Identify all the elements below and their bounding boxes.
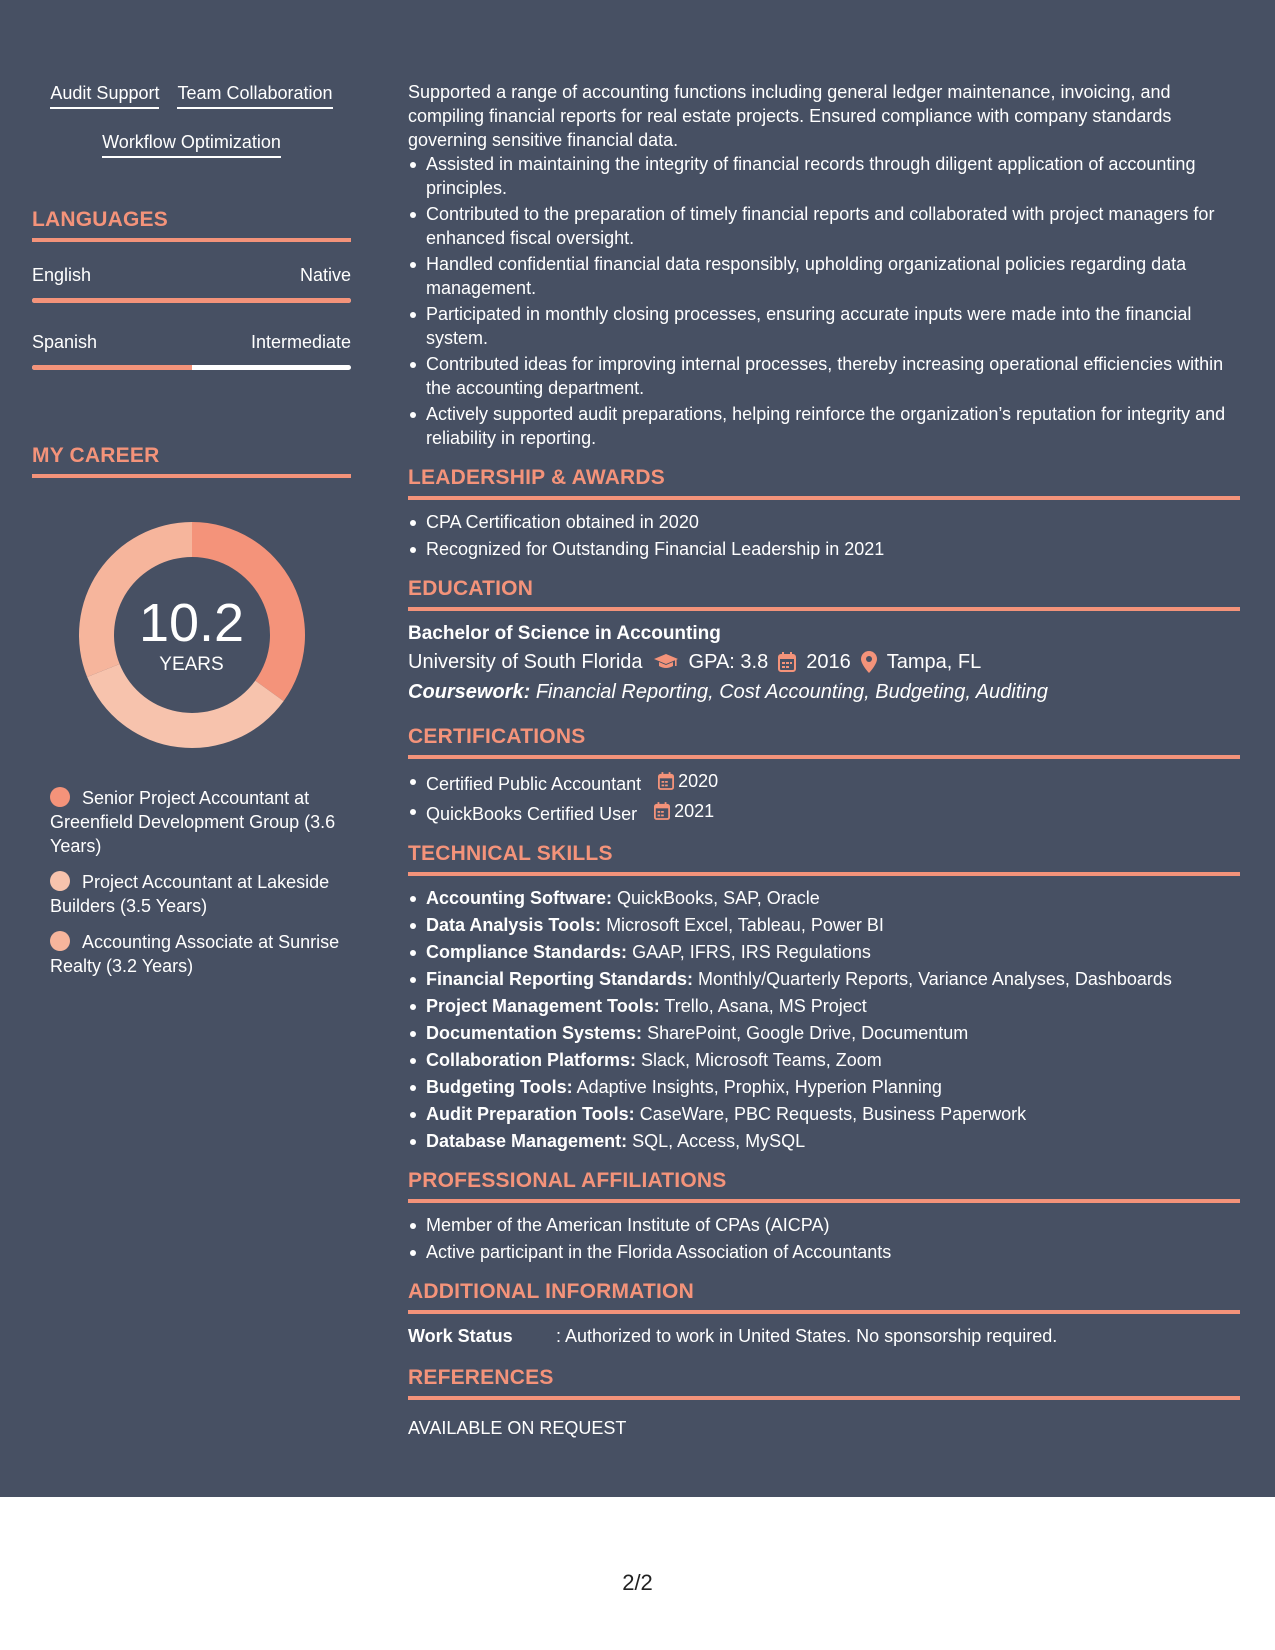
leadership-item: CPA Certification obtained in 2020 (408, 510, 1240, 534)
skill-item (408, 1129, 1240, 1153)
language-bar-fill (32, 298, 351, 303)
certification-name: QuickBooks Certified User (426, 804, 638, 824)
skill-value: SQL, Access, MySQL (632, 1131, 806, 1151)
section-title: TECHNICAL SKILLS (408, 842, 1240, 876)
language-level: Native (299, 265, 351, 285)
section-title: EDUCATION (408, 577, 1240, 611)
left-column (32, 82, 351, 990)
education-section (408, 577, 1240, 707)
certification-name: Certified Public Accountant (426, 774, 642, 794)
career-section (32, 444, 351, 978)
leadership-section (408, 466, 1240, 561)
calendar-icon (778, 652, 796, 672)
school-name: University of South Florida (408, 651, 643, 673)
career-total-years: 10.2 (138, 593, 245, 653)
language-name: English (32, 265, 92, 285)
experience-bullet: Assisted in maintaining the integrity of financial records through diligent application of accounting principles. (408, 152, 1240, 200)
section-title: PROFESSIONAL AFFILIATIONS (408, 1169, 1240, 1203)
experience-bullet: Actively supported audit preparations, helping reinforce the organization’s reputation for integrity and reliability in reporting. (408, 402, 1240, 450)
certifications-section (408, 725, 1240, 826)
skill-tag: Audit Support (50, 82, 159, 109)
work-status-label: Work Status (408, 1326, 513, 1346)
skill-value: SharePoint, Google Drive, Documentum (647, 1023, 969, 1043)
legend-dot (50, 787, 70, 807)
skill-label: Financial Reporting Standards: (426, 969, 694, 989)
section-title: LEADERSHIP & AWARDS (408, 466, 1240, 500)
experience-bullet: Contributed ideas for improving internal processes, thereby increasing operational efficiencies within the accounting department. (408, 352, 1240, 400)
skill-item (408, 1048, 1240, 1072)
skill-label: Budgeting Tools: (426, 1077, 573, 1097)
technical-skills-section (408, 842, 1240, 1153)
calendar-icon (654, 802, 670, 820)
references-text: AVAILABLE ON REQUEST (408, 1418, 627, 1438)
language-level: Intermediate (250, 332, 351, 352)
career-legend-item (50, 870, 351, 918)
skill-item (408, 994, 1240, 1018)
experience-bullet: Handled confidential financial data responsibly, upholding organizational policies regarding data management. (408, 252, 1240, 300)
career-donut-chart (77, 520, 307, 750)
references-section (408, 1366, 1240, 1440)
certification-item (408, 799, 1240, 826)
career-legend-item (50, 786, 351, 858)
skill-label: Documentation Systems: (426, 1023, 643, 1043)
right-column (408, 80, 1240, 1440)
career-legend-item (50, 930, 351, 978)
certification-item (408, 769, 1240, 796)
skill-item (408, 967, 1240, 991)
skill-label: Project Management Tools: (426, 996, 660, 1016)
graduation-year: 2016 (806, 651, 851, 673)
coursework-list: Financial Reporting, Cost Accounting, Budgeting, Auditing (535, 681, 1048, 703)
certification-year: 2020 (678, 771, 719, 791)
skill-value: CaseWare, PBC Requests, Business Paperwork (639, 1104, 1027, 1124)
work-status (408, 1324, 1240, 1348)
skill-item (408, 1021, 1240, 1045)
skill-value: QuickBooks, SAP, Oracle (617, 888, 820, 908)
skill-value: Trello, Asana, MS Project (664, 996, 867, 1016)
skill-label: Database Management: (426, 1131, 628, 1151)
section-title: MY CAREER (32, 444, 351, 478)
skill-value: Monthly/Quarterly Reports, Variance Analyses, Dashboards (698, 969, 1172, 989)
career-total-unit: YEARS (159, 654, 224, 675)
skill-tags (32, 82, 351, 158)
skill-value: GAAP, IFRS, IRS Regulations (632, 942, 871, 962)
coursework (408, 677, 1240, 707)
legend-dot (50, 931, 70, 951)
section-title: LANGUAGES (32, 208, 351, 242)
languages-section (32, 208, 351, 370)
language-name: Spanish (32, 332, 98, 352)
section-title: ADDITIONAL INFORMATION (408, 1280, 1240, 1314)
additional-info-section (408, 1280, 1240, 1348)
calendar-icon (658, 772, 674, 790)
skill-tag: Workflow Optimization (102, 131, 281, 158)
skill-label: Accounting Software: (426, 888, 613, 908)
language-item (32, 331, 351, 370)
section-title: CERTIFICATIONS (408, 725, 1240, 759)
gpa: GPA: 3.8 (688, 651, 769, 673)
affiliations-section (408, 1169, 1240, 1264)
skill-item (408, 886, 1240, 910)
location-pin-icon (861, 651, 877, 673)
skill-label: Collaboration Platforms: (426, 1050, 637, 1070)
language-bar-fill (32, 365, 192, 370)
legend-dot (50, 871, 70, 891)
career-role: Project Accountant at Lakeside Builders (3.5 Years) (50, 872, 330, 916)
experience-bullets (408, 152, 1240, 450)
career-role: Senior Project Accountant at Greenfield Development Group (3.6 Years) (50, 788, 336, 856)
affiliation-item: Active participant in the Florida Association of Accountants (408, 1240, 1240, 1264)
career-role: Accounting Associate at Sunrise Realty (3.2 Years) (50, 932, 340, 976)
skill-value: Adaptive Insights, Prophix, Hyperion Planning (576, 1077, 942, 1097)
degree-title: Bachelor of Science in Accounting (408, 623, 721, 644)
skill-item (408, 1075, 1240, 1099)
skill-label: Data Analysis Tools: (426, 915, 602, 935)
work-status-value: : Authorized to work in United States. No sponsorship required. (556, 1326, 1058, 1346)
skill-label: Audit Preparation Tools: (426, 1104, 635, 1124)
experience-bullet: Participated in monthly closing processes, ensuring accurate inputs were made into the financial system. (408, 302, 1240, 350)
skill-label: Compliance Standards: (426, 942, 628, 962)
skill-value: Slack, Microsoft Teams, Zoom (641, 1050, 882, 1070)
graduation-cap-icon (653, 653, 679, 671)
language-item (32, 264, 351, 303)
skill-tag: Team Collaboration (177, 82, 332, 109)
skill-item (408, 1102, 1240, 1126)
experience-bullet: Contributed to the preparation of timely financial reports and collaborated with project managers for enhanced fiscal oversight. (408, 202, 1240, 250)
experience-summary: Supported a range of accounting functions including general ledger maintenance, invoicing, and compiling financial reports for real estate projects. Ensured compliance with company standards governing sensitive financial data. (408, 82, 1172, 150)
language-bar (32, 298, 351, 303)
leadership-item: Recognized for Outstanding Financial Leadership in 2021 (408, 537, 1240, 561)
education-details (408, 647, 1240, 677)
coursework-label: Coursework: (408, 681, 531, 703)
skill-value: Microsoft Excel, Tableau, Power BI (606, 915, 884, 935)
school-location: Tampa, FL (886, 651, 982, 673)
skill-item (408, 940, 1240, 964)
career-legend (32, 786, 351, 978)
section-title: REFERENCES (408, 1366, 1240, 1400)
affiliation-item: Member of the American Institute of CPAs (AICPA) (408, 1213, 1240, 1237)
page-number: 2/2 (622, 1570, 653, 1595)
language-bar (32, 365, 351, 370)
certification-year: 2021 (674, 801, 715, 821)
skill-item (408, 913, 1240, 937)
